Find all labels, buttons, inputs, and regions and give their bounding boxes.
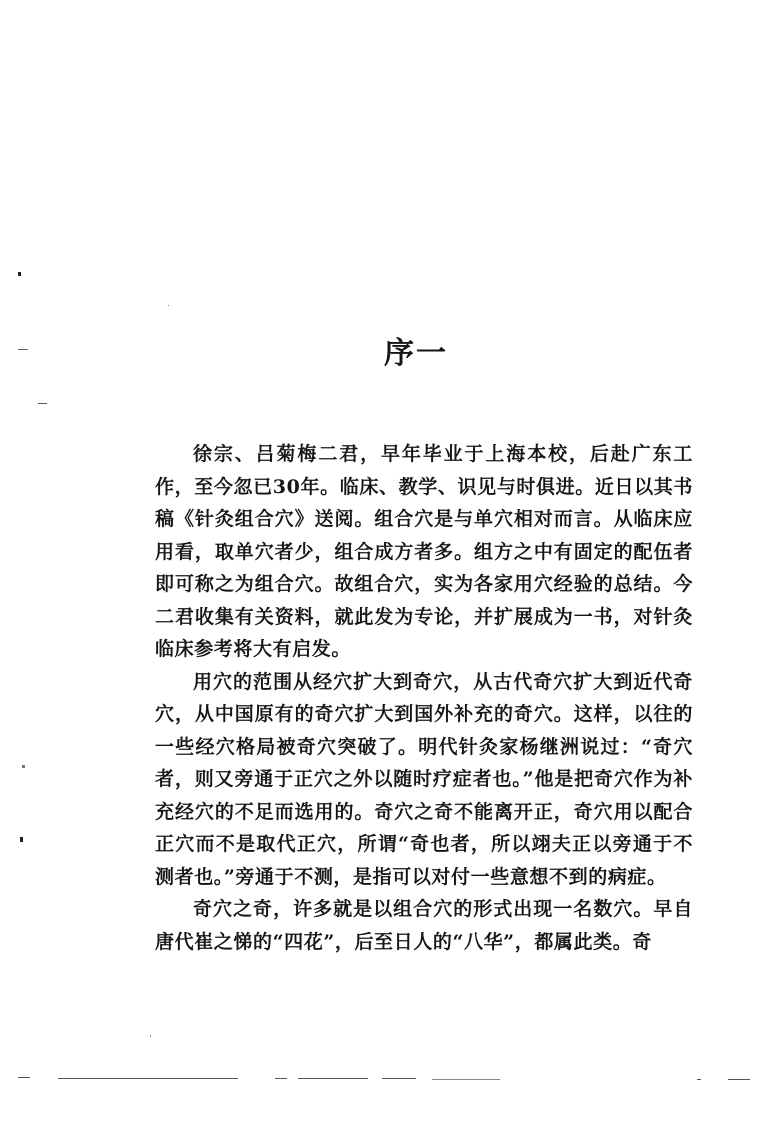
scan-line bbox=[18, 1077, 30, 1078]
scan-line bbox=[275, 1078, 287, 1079]
scan-line bbox=[382, 1078, 416, 1079]
scan-speck bbox=[168, 305, 169, 306]
scan-line bbox=[697, 1079, 701, 1080]
scan-line bbox=[58, 1078, 238, 1079]
paragraph: 奇穴之奇，许多就是以组合穴的形式出现一名数穴。早自唐代崔之悌的“四花”，后至日人的“八华”，都属此类。奇 bbox=[155, 898, 693, 953]
scan-speck bbox=[38, 403, 47, 404]
scan-line bbox=[728, 1079, 750, 1080]
paragraph: 徐宗、吕菊梅二君，早年毕业于上海本校，后赴广东工作，至今忽已30年。临床、教学、识见与时俱进。近日以其书稿《针灸组合穴》送阅。组合穴是与单穴相对而言。从临床应用看，取单穴者少，组合成方者多。组方之中有固定的配伍者即可称之为组合穴。故组合穴，实为各家用穴经验的总结。今二君收集有关资料，就此发为专论，并扩展成为一书，对针灸临床参考将大有启发。 bbox=[155, 443, 693, 660]
paragraph: 用穴的范围从经穴扩大到奇穴，从古代奇穴扩大到近代奇穴，从中国原有的奇穴扩大到国外补充的奇穴。这样，以往的一些经穴格局被奇穴突破了。明代针灸家杨继洲说过：“奇穴者，则又旁通于正穴之外以随时疗症者也。”他是把奇穴作为补充经穴的不足而选用的。奇穴之奇不能离开正，奇穴用以配合正穴而不是取代正穴，所谓“奇也者，所以翊夫正以旁通于不测者也。”旁通于不测，是指可以对付一些意想不到的病症。 bbox=[155, 670, 693, 888]
scan-speck bbox=[20, 837, 23, 842]
scan-line bbox=[298, 1078, 368, 1079]
scan-line bbox=[432, 1079, 500, 1080]
scan-speck bbox=[150, 1035, 151, 1037]
scan-speck bbox=[18, 272, 21, 276]
body-text bbox=[155, 438, 693, 958]
scan-speck bbox=[22, 765, 25, 768]
page-title: 序一 bbox=[384, 336, 448, 372]
